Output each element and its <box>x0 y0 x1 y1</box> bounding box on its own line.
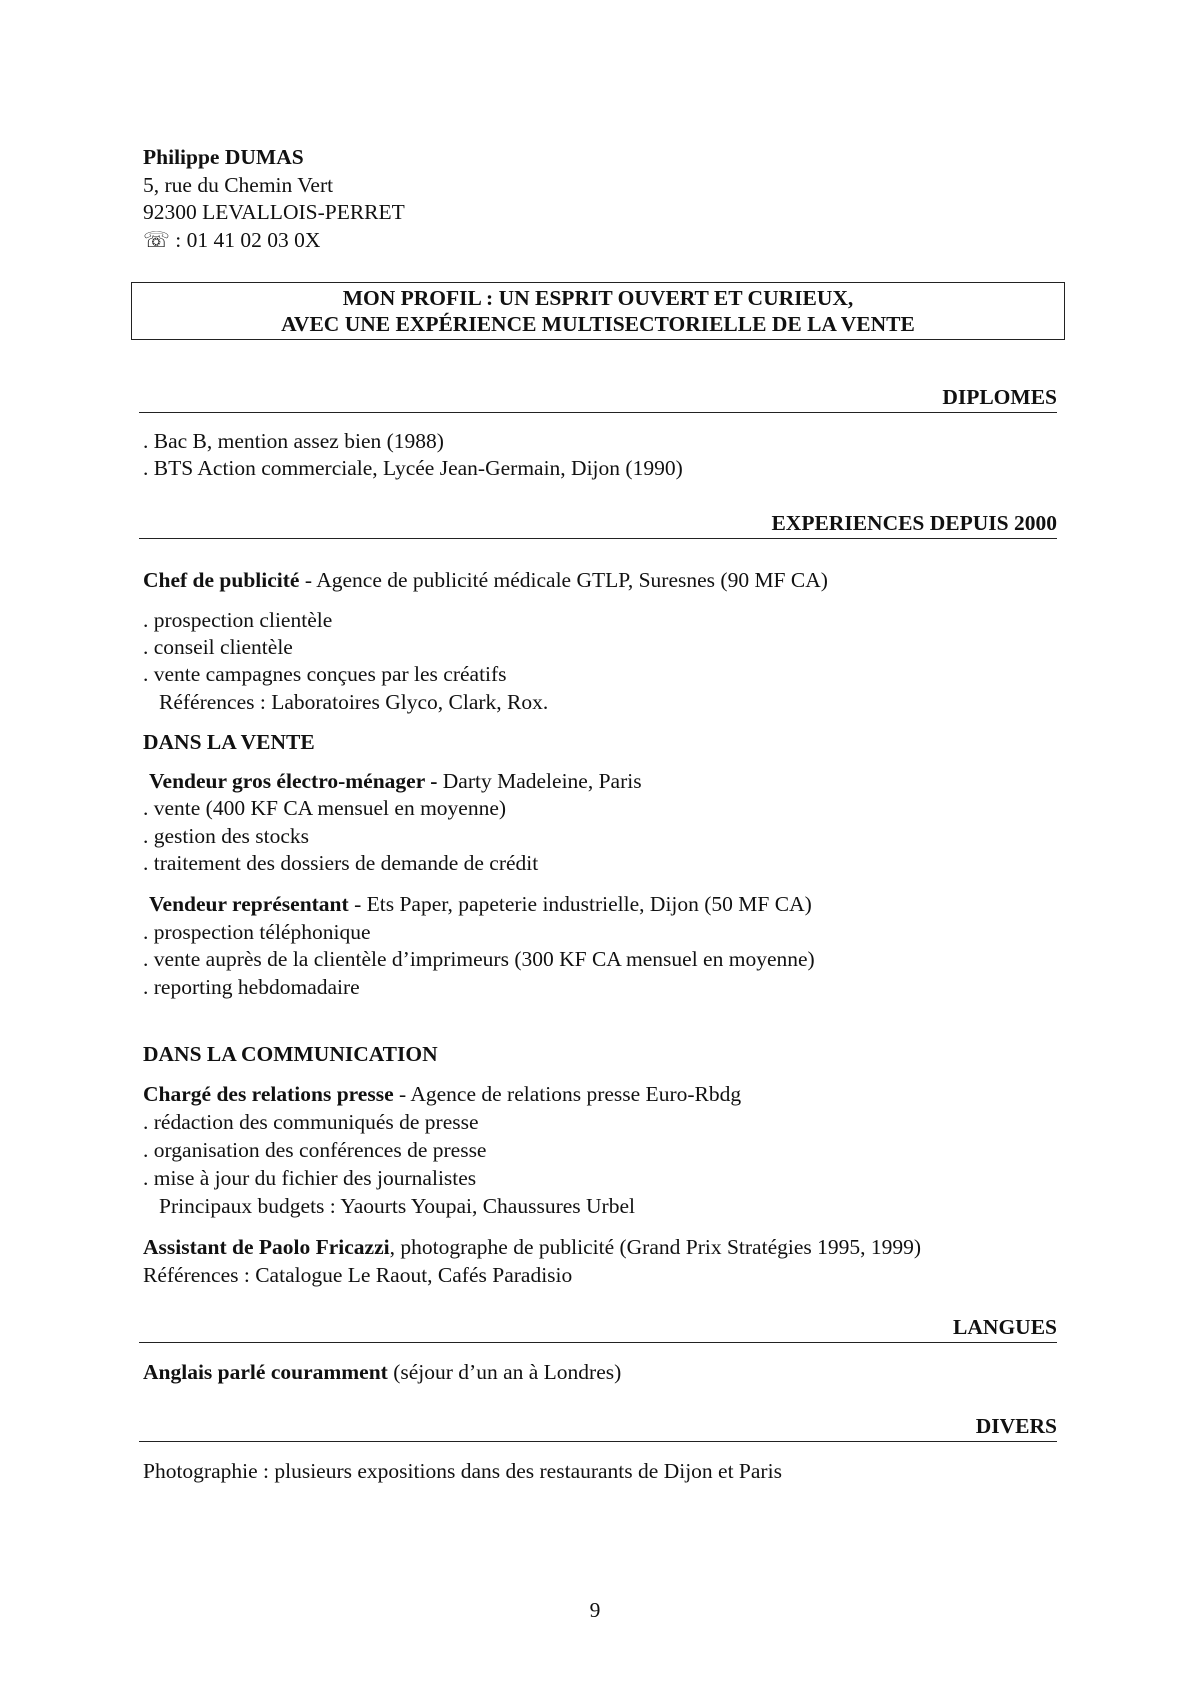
job-references: Références : Laboratoires Glyco, Clark, Rox. <box>159 690 549 714</box>
page-number: 9 <box>589 1598 601 1622</box>
langues-entry <box>143 1359 621 1385</box>
contact-block <box>143 144 405 254</box>
job-item: . traitement des dossiers de demande de crédit <box>143 851 539 875</box>
job-item: . vente campagnes conçues par les créatifs <box>143 662 507 686</box>
job-details: , photographe de publicité (Grand Prix Stratégies 1995, 1999) <box>389 1235 922 1259</box>
job-details: - Ets Paper, papeterie industrielle, Dijon (50 MF CA) <box>348 892 812 916</box>
profile-box <box>131 282 1065 340</box>
section-rule-diplomes <box>139 412 1057 413</box>
contact-city: 92300 LEVALLOIS-PERRET <box>143 200 405 224</box>
contact-name: Philippe DUMAS <box>143 145 304 169</box>
job-item: . organisation des conférences de presse <box>143 1138 487 1162</box>
section-rule-experiences <box>139 538 1057 539</box>
divers-text: Photographie : plusieurs expositions dans des restaurants de Dijon et Paris <box>143 1459 782 1483</box>
section-heading-langues: LANGUES <box>953 1315 1057 1339</box>
job-item: . reporting hebdomadaire <box>143 975 360 999</box>
job-item: . vente auprès de la clientèle d’imprimeurs (300 KF CA mensuel en moyenne) <box>143 947 815 971</box>
job-item: . gestion des stocks <box>143 824 310 848</box>
job-item: . mise à jour du fichier des journalistes <box>143 1166 477 1190</box>
section-rule-divers <box>139 1441 1057 1442</box>
job-vendeur-electromenager <box>149 768 642 794</box>
langues-title: Anglais parlé couramment <box>143 1360 388 1384</box>
job-title: Assistant de Paolo Fricazzi <box>143 1235 390 1259</box>
job-item: . vente (400 KF CA mensuel en moyenne) <box>143 796 507 820</box>
job-details: - Agence de relations presse Euro-Rbdg <box>393 1082 742 1106</box>
langues-details: (séjour d’un an à Londres) <box>387 1360 622 1384</box>
diplome-item-2: . BTS Action commerciale, Lycée Jean-Germain, Dijon (1990) <box>143 456 683 480</box>
subsection-heading-communication: DANS LA COMMUNICATION <box>143 1042 438 1066</box>
section-heading-diplomes: DIPLOMES <box>942 385 1057 409</box>
profile-line-1: MON PROFIL : UN ESPRIT OUVERT ET CURIEUX, <box>342 286 854 310</box>
phone-icon: ☏ <box>143 227 170 252</box>
job-chef-de-publicite <box>143 567 828 593</box>
job-title: Vendeur gros électro-ménager - <box>149 769 438 793</box>
job-item: . prospection clientèle <box>143 608 333 632</box>
job-budgets: Principaux budgets : Yaourts Youpai, Chaussures Urbel <box>159 1194 635 1218</box>
contact-street: 5, rue du Chemin Vert <box>143 172 334 197</box>
job-references: Références : Catalogue Le Raout, Cafés Paradisio <box>143 1263 573 1287</box>
profile-line-2: AVEC UNE EXPÉRIENCE MULTISECTORIELLE DE LA VENTE <box>281 312 915 336</box>
job-item: . rédaction des communiqués de presse <box>143 1110 479 1134</box>
job-title: Chef de publicité <box>143 568 300 592</box>
contact-phone-row <box>143 227 405 255</box>
job-title: Vendeur représentant <box>149 892 349 916</box>
job-details: Darty Madeleine, Paris <box>437 769 642 793</box>
job-item: . prospection téléphonique <box>143 920 371 944</box>
section-heading-experiences: EXPERIENCES DEPUIS 2000 <box>771 511 1057 535</box>
job-title: Chargé des relations presse <box>143 1082 394 1106</box>
job-item: . conseil clientèle <box>143 635 293 659</box>
contact-phone: : 01 41 02 03 0X <box>175 227 321 252</box>
section-rule-langues <box>139 1342 1057 1343</box>
diplome-item-1: . Bac B, mention assez bien (1988) <box>143 429 444 453</box>
section-heading-divers: DIVERS <box>975 1414 1057 1438</box>
job-charge-relations-presse <box>143 1081 741 1107</box>
job-assistant-photographe <box>143 1234 921 1260</box>
job-vendeur-representant <box>149 891 812 917</box>
job-details: - Agence de publicité médicale GTLP, Suresnes (90 MF CA) <box>299 568 828 592</box>
subsection-heading-vente: DANS LA VENTE <box>143 730 315 754</box>
